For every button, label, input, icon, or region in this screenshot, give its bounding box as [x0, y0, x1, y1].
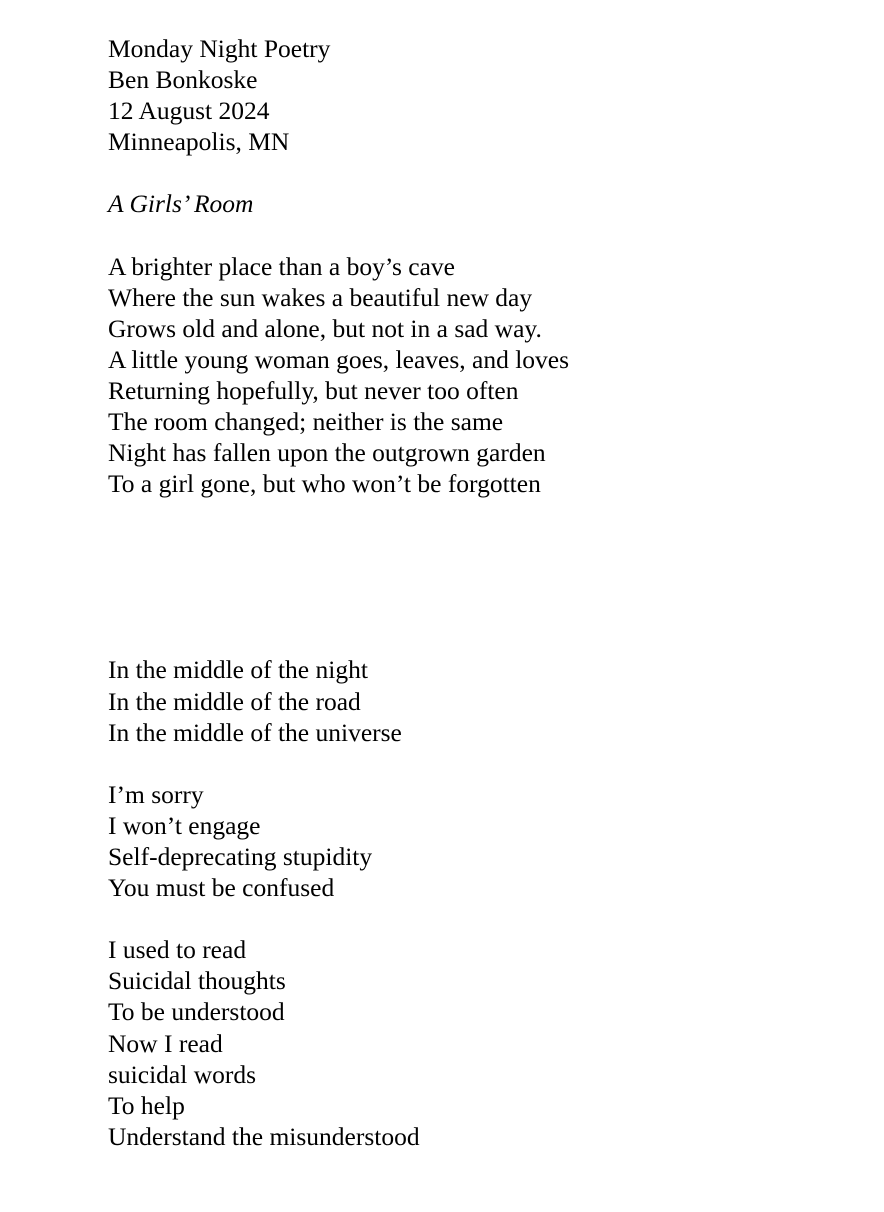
poem-line: Grows old and alone, but not in a sad way. [108, 313, 542, 343]
author-name: Ben Bonkoske [108, 65, 258, 95]
poem-line: Now I read [108, 1028, 223, 1058]
poem-line: I’m sorry [108, 779, 204, 809]
event-name: Monday Night Poetry [108, 34, 331, 63]
spacer [108, 748, 848, 779]
poem-line: I won’t engage [108, 810, 261, 840]
date: 12 August 2024 [108, 96, 270, 126]
section-gap [108, 499, 848, 654]
poem-line: You must be confused [108, 873, 335, 903]
poem-1-body [108, 251, 848, 500]
poem-line: Understand the misunderstood [108, 1121, 420, 1151]
poem-line: Night has fallen upon the outgrown garden [108, 438, 546, 468]
poem-2-stanza-1 [108, 654, 848, 747]
poem-line: Self-deprecating stupidity [108, 841, 373, 871]
poem-2-stanza-3 [108, 934, 848, 1152]
poem-line: suicidal words [108, 1059, 257, 1089]
spacer [108, 220, 848, 251]
poem-line: In the middle of the road [108, 686, 361, 716]
poem-line: To a girl gone, but who won’t be forgotten [108, 469, 541, 499]
poem-line: A brighter place than a boy’s cave [108, 251, 455, 281]
poem-line: In the middle of the night [108, 655, 368, 685]
poem-line: In the middle of the universe [108, 717, 402, 747]
location: Minneapolis, MN [108, 127, 290, 157]
poem-line: The room changed; neither is the same [108, 407, 504, 437]
poem-title: A Girls’ Room [108, 189, 254, 219]
poem-line: To be understood [108, 997, 285, 1027]
spacer [108, 157, 848, 188]
poem-line: Returning hopefully, but never too often [108, 376, 519, 406]
document-header [108, 33, 848, 157]
poem-line: Suicidal thoughts [108, 966, 286, 996]
poem-line: I used to read [108, 935, 247, 965]
poem-2-stanza-2 [108, 779, 848, 903]
poem-line: To help [108, 1090, 185, 1120]
poem-line: Where the sun wakes a beautiful new day [108, 282, 533, 312]
poem-line: A little young woman goes, leaves, and loves [108, 344, 570, 374]
document-page [108, 33, 848, 1152]
spacer [108, 903, 848, 934]
